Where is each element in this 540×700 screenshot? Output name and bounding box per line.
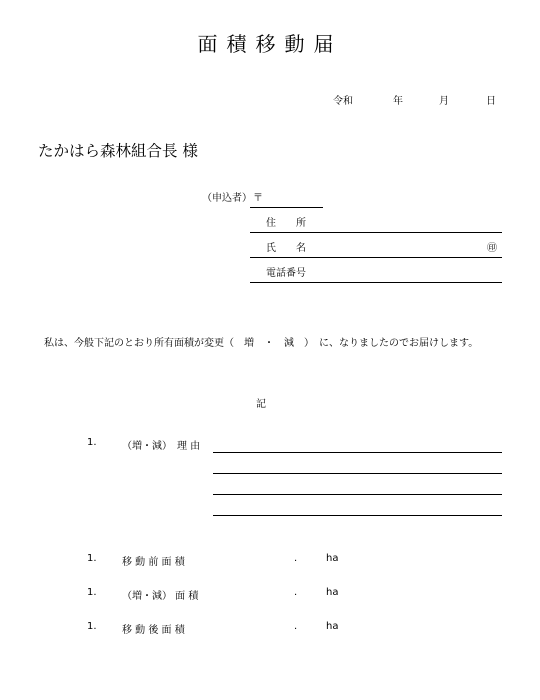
reason-label: （増・減） 理 由 bbox=[122, 441, 201, 452]
name-label: 氏 名 bbox=[266, 243, 306, 254]
reason-line-4 bbox=[213, 515, 502, 516]
date-day: 日 bbox=[486, 96, 496, 107]
applicant-label: （申込者） bbox=[202, 193, 252, 204]
date-year: 年 bbox=[393, 96, 403, 107]
area-item-number: 1. bbox=[87, 587, 97, 598]
form-title: 面積移動届 bbox=[197, 32, 343, 56]
area-item-dot: . bbox=[294, 587, 298, 598]
reason-number: 1. bbox=[87, 437, 97, 448]
name-line bbox=[250, 257, 502, 258]
reason-line-3 bbox=[213, 494, 502, 495]
date-era: 令和 bbox=[333, 96, 353, 107]
area-item-number: 1. bbox=[87, 621, 97, 632]
address-line bbox=[250, 232, 502, 233]
area-item-number: 1. bbox=[87, 553, 97, 564]
reason-line-1 bbox=[213, 452, 502, 453]
area-item-label: 移 動 前 面 積 bbox=[122, 557, 185, 568]
area-item-unit: ha bbox=[326, 587, 339, 598]
postal-line bbox=[250, 207, 323, 208]
phone-label: 電話番号 bbox=[266, 268, 306, 279]
body-text: 私は、今般下記のとおり所有面積が変更（ 増 ・ 減 ） に、なりましたのでお届けします。 bbox=[44, 338, 479, 349]
addressee: たかはら森林組合長 様 bbox=[38, 142, 198, 160]
seal-icon: ㊞ bbox=[487, 243, 497, 254]
area-item-dot: . bbox=[294, 553, 298, 564]
postal-mark: 〒 bbox=[253, 193, 263, 204]
area-item-label: （増・減） 面 積 bbox=[122, 591, 199, 602]
area-item-label: 移 動 後 面 積 bbox=[122, 625, 185, 636]
area-item-unit: ha bbox=[326, 553, 339, 564]
area-item-dot: . bbox=[294, 621, 298, 632]
ki-label: 記 bbox=[256, 399, 266, 410]
address-label: 住 所 bbox=[266, 218, 306, 229]
phone-line bbox=[250, 282, 502, 283]
area-item-unit: ha bbox=[326, 621, 339, 632]
date-month: 月 bbox=[439, 96, 449, 107]
reason-line-2 bbox=[213, 473, 502, 474]
